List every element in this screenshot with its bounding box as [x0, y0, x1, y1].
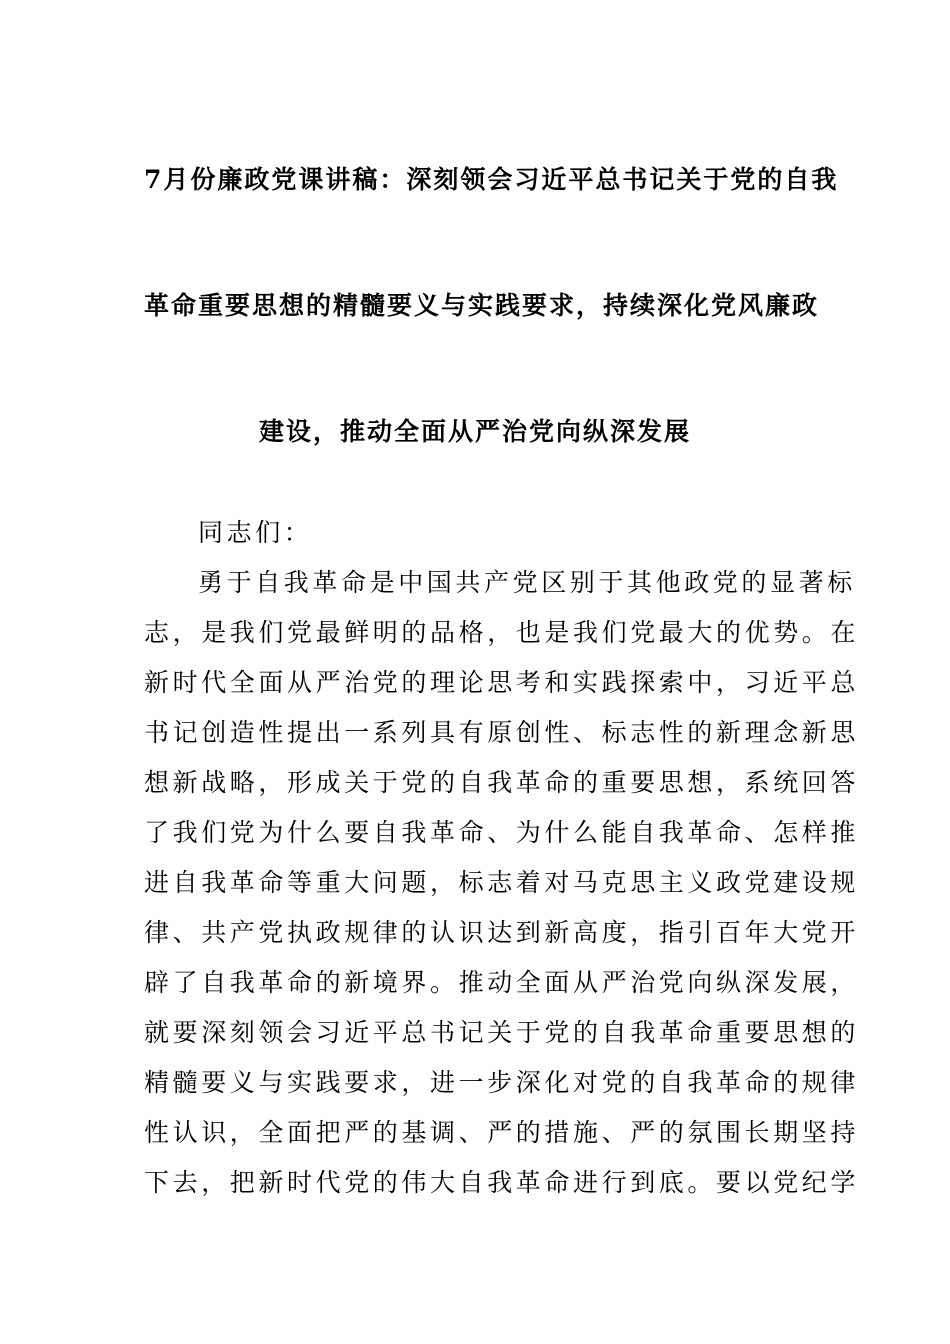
document-body [144, 508, 860, 1208]
paragraph-line: 勇于自我革命是中国共产党区别于其他政党的显著标 [198, 568, 856, 597]
paragraph-line: 了我们党为什么要自我革命、为什么能自我革命、怎样推 [144, 818, 860, 847]
paragraph-line: 想新战略，形成关于党的自我革命的重要思想，系统回答 [144, 768, 860, 797]
paragraph-line: 进自我革命等重大问题，标志着对马克思主义政党建设规 [144, 868, 860, 897]
paragraph-line: 性认识，全面把严的基调、严的措施、严的氛围长期坚持 [144, 1118, 860, 1147]
body-paragraph [144, 558, 860, 1208]
salutation: 同志们： [198, 518, 313, 547]
title-line: 建设，推动全面从严治党向纵深发展 [258, 417, 691, 446]
title-line: 7月份廉政党课讲稿：深刻领会习近平总书记关于党的自我 [144, 165, 839, 194]
title-line: 革命重要思想的精髓要义与实践要求，持续深化党风廉政 [144, 291, 820, 320]
paragraph-line: 辟了自我革命的新境界。推动全面从严治党向纵深发展， [144, 968, 860, 997]
paragraph-line: 书记创造性提出一系列具有原创性、标志性的新理念新思 [144, 718, 860, 747]
paragraph-line: 志，是我们党最鲜明的品格，也是我们党最大的优势。在 [144, 618, 860, 647]
paragraph-line: 新时代全面从严治党的理论思考和实践探索中，习近平总 [144, 668, 860, 697]
paragraph-line: 律、共产党执政规律的认识达到新高度，指引百年大党开 [144, 918, 860, 947]
paragraph-line: 精髓要义与实践要求，进一步深化对党的自我革命的规律 [144, 1068, 860, 1097]
paragraph-line: 下去，把新时代党的伟大自我革命进行到底。要以党纪学 [144, 1168, 860, 1197]
paragraph-line: 就要深刻领会习近平总书记关于党的自我革命重要思想的 [144, 1018, 860, 1047]
document-title [144, 148, 839, 463]
